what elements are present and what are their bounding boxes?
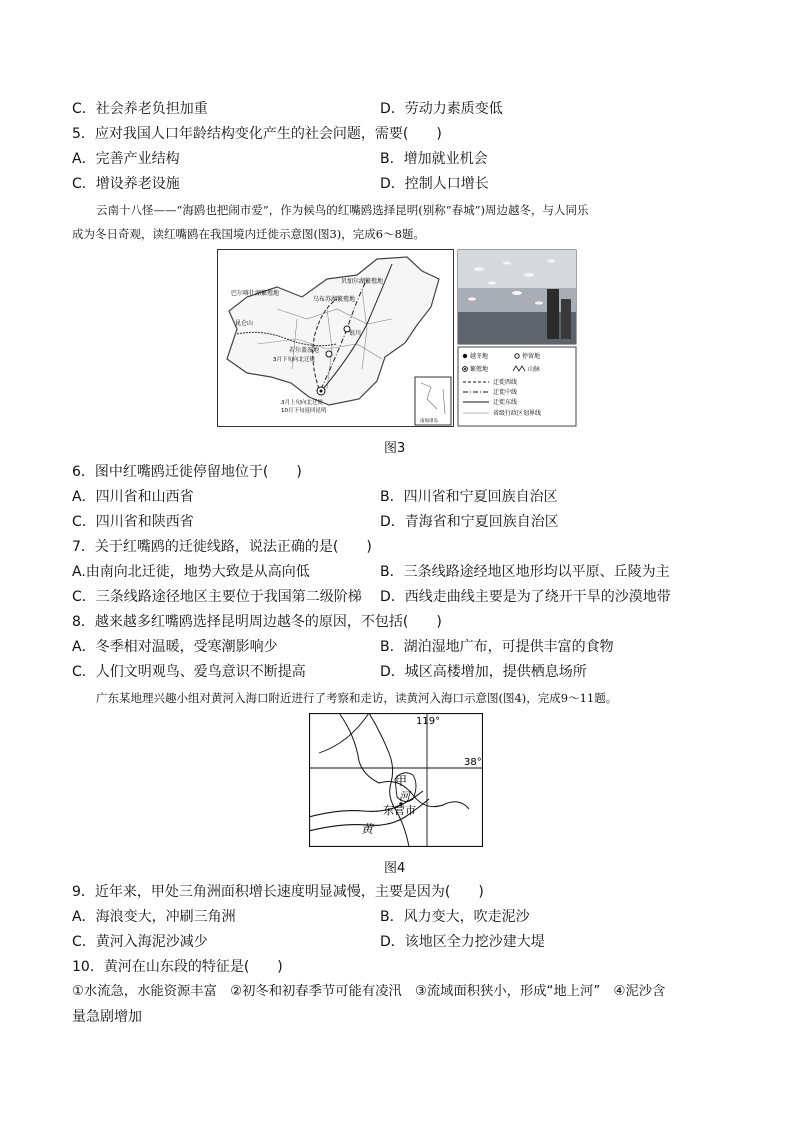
label-dongying: 东营市: [383, 804, 416, 817]
label-kunlun: 昆仑山: [235, 320, 254, 327]
label-wulubu: 乌布苏湖繁殖地: [313, 296, 356, 303]
q8-option-a: A．冬季相对温暖，受寒潮影响少: [72, 639, 278, 655]
label-march-late-north: 3月下旬向北迁徙: [273, 357, 315, 363]
legend-mountain: 山脉: [528, 366, 541, 373]
intro-passage-line1: 云南十八怪——“海鸥也把闹市爱”，作为候鸟的红嘴鸥选择昆明(别称“春城”)周边越冬，与人同乐: [96, 203, 589, 217]
intro-passage-2: 广东某地理兴趣小组对黄河入海口附近进行了考察和走访，读黄河入海口示意图(图4)，完成9～11题。: [96, 691, 618, 705]
legend-breed: 繁殖地: [470, 366, 489, 373]
q8-option-d: D．城区高楼增加，提供栖息场所: [380, 664, 587, 680]
label-longitude: 119°: [416, 716, 441, 727]
q7-option-d: D．西线走曲线主要是为了绕开干旱的沙漠地带: [380, 589, 671, 605]
label-oct-return: 10月下旬返回昆明: [281, 408, 327, 414]
label-yinchuan: 银川: [349, 330, 362, 337]
label-balkhash: 巴尔喀什湖繁殖地: [231, 290, 280, 297]
q9-option-d: D．该地区全力挖沙建大堤: [380, 934, 545, 950]
q9-option-a: A．海浪变大，冲刷三角洲: [72, 909, 236, 925]
intro-passage-line2: 成为冬日奇观，读红嘴鸥在我国境内迁徙示意图(图3)，完成6～8题。: [72, 227, 425, 241]
label-he: 河: [399, 790, 410, 803]
q6-option-c: C．四川省和陕西省: [72, 514, 194, 530]
q5-option-b: B．增加就业机会: [380, 151, 488, 167]
q6-option-b: B．四川省和宁夏回族自治区: [380, 489, 558, 505]
label-latitude: 38°: [464, 757, 482, 768]
q10-statements-line2: 量急剧增加: [72, 1009, 142, 1025]
q6-option-d: D．青海省和宁夏回族自治区: [380, 514, 559, 530]
q7-option-a: A.由南向北迁徙，地势大致是从高向低: [72, 564, 310, 580]
q5-option-d: D．控制人口增长: [380, 176, 489, 192]
legend-east-route: 迁徙东线: [493, 399, 518, 406]
label-inset: 南海诸岛: [420, 419, 438, 424]
q9-option-b: B．风力变大，吹走泥沙: [380, 909, 530, 925]
q8-option-b: B．湖泊湿地广布，可提供丰富的食物: [380, 639, 614, 655]
label-jia: 甲: [395, 774, 408, 788]
q10-statements-line1: ①水流急，水能资源丰富 ②初冬和初春季节可能有凌汛 ③流域面积狭小，形成“地上河” ④泥沙含: [72, 984, 666, 999]
q7-option-b: B．三条线路途经地区地形均以平原、丘陵为主: [380, 564, 670, 580]
q5-option-c: C．增设养老设施: [72, 176, 180, 192]
q8-option-c: C．人们文明观鸟、爱鸟意识不断提高: [72, 664, 306, 680]
legend-west-route: 迁徙西线: [493, 379, 518, 386]
q6-stem: 6．图中红嘴鸥迁徙停留地位于( ): [72, 464, 302, 480]
figure-4: [309, 713, 483, 847]
legend-stop: 停留地: [522, 353, 541, 360]
q9-stem: 9．近年来，甲处三角洲面积增长速度明显减慢，主要是因为( ): [72, 884, 484, 900]
q7-option-c: C．三条线路途径地区主要位于我国第二级阶梯: [72, 589, 362, 605]
legend-winter: 越冬地: [470, 353, 489, 360]
q4-option-d: D．劳动力素质变低: [380, 101, 503, 117]
q10-stem: 10．黄河在山东段的特征是( ): [72, 959, 283, 975]
q8-stem: 8．越来越多红嘴鸥选择昆明周边越冬的原因，不包括( ): [72, 614, 442, 630]
q6-option-a: A．四川省和山西省: [72, 489, 194, 505]
figure-4-caption: 图4: [384, 861, 406, 876]
legend-border: 省级行政区划界线: [493, 410, 542, 417]
q5-option-a: A．完善产业结构: [72, 151, 180, 167]
legend-middle-route: 迁徙中线: [493, 389, 518, 396]
label-ruoergai: 若尔盖湿地: [289, 347, 320, 354]
q7-stem: 7．关于红嘴鸥的迁徙线路，说法正确的是( ): [72, 539, 372, 555]
south-china-sea-inset: [415, 377, 451, 425]
q5-stem: 5．应对我国人口年龄结构变化产生的社会问题，需要( ): [72, 126, 442, 142]
q9-option-c: C．黄河入海泥沙减少: [72, 934, 208, 950]
figure-3: [217, 249, 577, 427]
label-huang: 黄: [361, 822, 374, 836]
stop-site-marker-2: [326, 351, 332, 357]
q4-option-c: C．社会养老负担加重: [72, 101, 208, 117]
label-baikal: 贝加尔湖繁殖地: [341, 278, 384, 285]
label-march-early-north: 3月上旬向北迁徙: [281, 400, 323, 406]
figure-3-caption: 图3: [384, 441, 406, 456]
